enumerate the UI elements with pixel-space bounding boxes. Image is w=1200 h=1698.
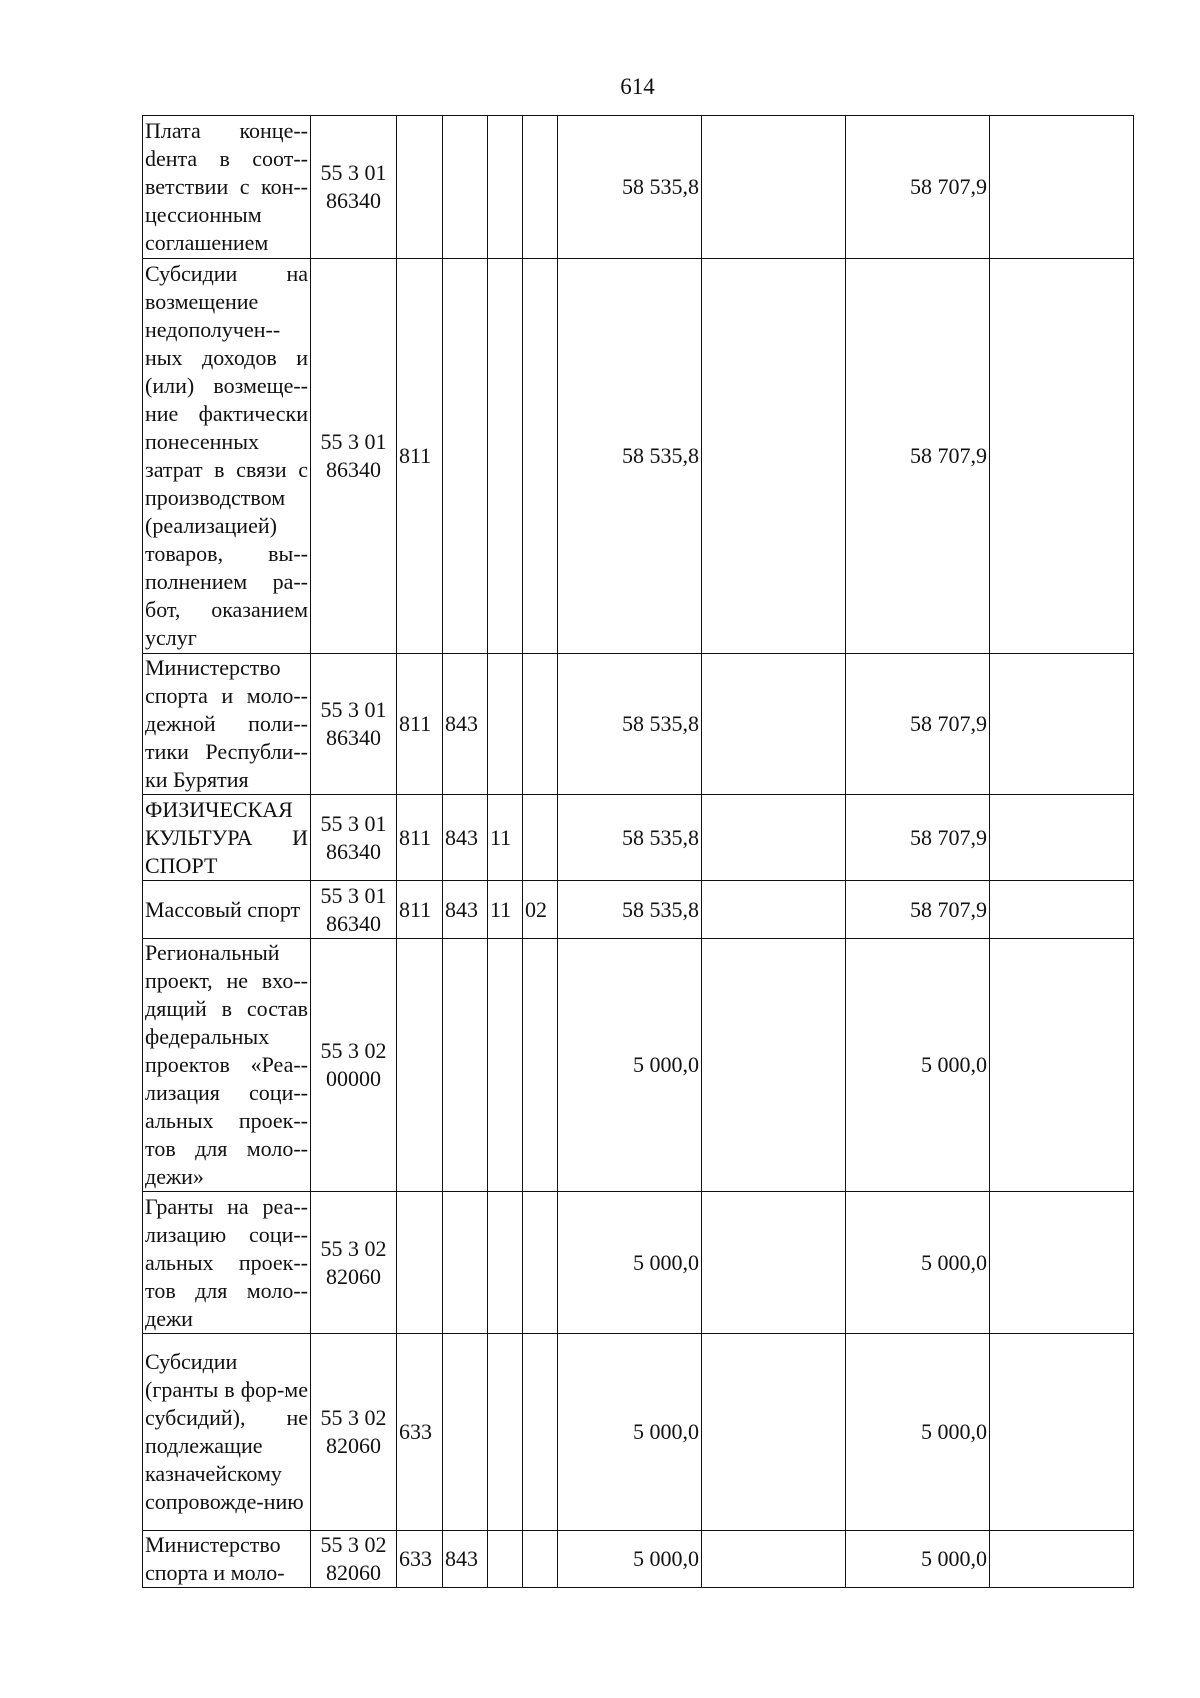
amount-year-1: 5 000,0 bbox=[558, 1334, 702, 1531]
subsection-code bbox=[523, 795, 558, 881]
expense-type-code: 633 bbox=[397, 1334, 443, 1531]
ministry-code: 843 bbox=[443, 795, 488, 881]
row-name: Гранты на реа-лизацию соци-альных проек-тов для моло-дежи bbox=[143, 1192, 311, 1334]
target-article-code: 55 3 02 82060 bbox=[311, 1531, 397, 1588]
amount-year-1: 58 535,8 bbox=[558, 116, 702, 259]
expense-type-code: 811 bbox=[397, 795, 443, 881]
target-article-code: 55 3 02 82060 bbox=[311, 1192, 397, 1334]
amount-year-2: 58 707,9 bbox=[846, 795, 990, 881]
target-article-code: 55 3 01 86340 bbox=[311, 654, 397, 795]
amount-year-1: 58 535,8 bbox=[558, 795, 702, 881]
section-code bbox=[488, 1334, 523, 1531]
target-article-code: 55 3 02 00000 bbox=[311, 939, 397, 1192]
ministry-code bbox=[443, 1192, 488, 1334]
amount-year-2: 58 707,9 bbox=[846, 259, 990, 654]
amount-year-1-federal bbox=[702, 939, 846, 1192]
amount-year-2: 58 707,9 bbox=[846, 654, 990, 795]
ministry-code bbox=[443, 116, 488, 259]
amount-year-2-federal bbox=[990, 654, 1134, 795]
expense-type-code bbox=[397, 116, 443, 259]
amount-year-2: 5 000,0 bbox=[846, 1531, 990, 1588]
section-code bbox=[488, 1531, 523, 1588]
ministry-code bbox=[443, 1334, 488, 1531]
ministry-code: 843 bbox=[443, 1531, 488, 1588]
amount-year-1-federal bbox=[702, 654, 846, 795]
amount-year-1: 58 535,8 bbox=[558, 259, 702, 654]
page-number: 614 bbox=[620, 74, 655, 99]
section-code bbox=[488, 654, 523, 795]
row-name: Плата конце-dента в соот-ветствии с кон-цессионным соглашением bbox=[143, 116, 311, 259]
row-name: Министерство спорта и моло-дежной поли-тики Республи-ки Бурятия bbox=[143, 654, 311, 795]
amount-year-1-federal bbox=[702, 1531, 846, 1588]
section-code: 11 bbox=[488, 881, 523, 939]
table-row bbox=[143, 881, 1134, 939]
amount-year-2-federal bbox=[990, 1334, 1134, 1531]
section-code bbox=[488, 259, 523, 654]
subsection-code bbox=[523, 1192, 558, 1334]
amount-year-2-federal bbox=[990, 939, 1134, 1192]
section-code bbox=[488, 116, 523, 259]
amount-year-1-federal bbox=[702, 795, 846, 881]
table-row bbox=[143, 259, 1134, 654]
target-article-code: 55 3 01 86340 bbox=[311, 259, 397, 654]
expense-type-code: 633 bbox=[397, 1531, 443, 1588]
amount-year-2-federal bbox=[990, 259, 1134, 654]
table-row bbox=[143, 795, 1134, 881]
amount-year-1-federal bbox=[702, 1192, 846, 1334]
row-name: ФИЗИЧЕСКАЯ КУЛЬТУРА И СПОРТ bbox=[143, 795, 311, 881]
amount-year-2: 5 000,0 bbox=[846, 939, 990, 1192]
table-row bbox=[143, 1334, 1134, 1531]
amount-year-1: 58 535,8 bbox=[558, 654, 702, 795]
target-article-code: 55 3 01 86340 bbox=[311, 795, 397, 881]
amount-year-1-federal bbox=[702, 1334, 846, 1531]
amount-year-2-federal bbox=[990, 881, 1134, 939]
target-article-code: 55 3 02 82060 bbox=[311, 1334, 397, 1531]
expense-type-code: 811 bbox=[397, 654, 443, 795]
table-row bbox=[143, 654, 1134, 795]
amount-year-2-federal bbox=[990, 116, 1134, 259]
target-article-code: 55 3 01 86340 bbox=[311, 881, 397, 939]
target-article-code: 55 3 01 86340 bbox=[311, 116, 397, 259]
amount-year-1: 58 535,8 bbox=[558, 881, 702, 939]
budget-table bbox=[142, 115, 1134, 1588]
ministry-code: 843 bbox=[443, 654, 488, 795]
row-name: Субсидии (гранты в фор-ме субсидий), не подлежащие казначейскому сопровожде-нию bbox=[143, 1334, 311, 1531]
expense-type-code: 811 bbox=[397, 259, 443, 654]
subsection-code bbox=[523, 1531, 558, 1588]
amount-year-2: 58 707,9 bbox=[846, 116, 990, 259]
subsection-code bbox=[523, 259, 558, 654]
table-row bbox=[143, 939, 1134, 1192]
row-name: Массовый спорт bbox=[143, 881, 311, 939]
row-name: Региональный проект, не вхо-дящий в состав федеральных проектов «Реа-лизация соци-альных проек-тов для моло-дежи» bbox=[143, 939, 311, 1192]
subsection-code bbox=[523, 1334, 558, 1531]
amount-year-1: 5 000,0 bbox=[558, 1531, 702, 1588]
table-row bbox=[143, 116, 1134, 259]
amount-year-2-federal bbox=[990, 1531, 1134, 1588]
ministry-code bbox=[443, 939, 488, 1192]
subsection-code: 02 bbox=[523, 881, 558, 939]
ministry-code bbox=[443, 259, 488, 654]
expense-type-code bbox=[397, 939, 443, 1192]
table-row bbox=[143, 1192, 1134, 1334]
amount-year-1: 5 000,0 bbox=[558, 939, 702, 1192]
amount-year-2: 5 000,0 bbox=[846, 1334, 990, 1531]
amount-year-1: 5 000,0 bbox=[558, 1192, 702, 1334]
amount-year-1-federal bbox=[702, 116, 846, 259]
amount-year-2: 58 707,9 bbox=[846, 881, 990, 939]
amount-year-1-federal bbox=[702, 881, 846, 939]
amount-year-2-federal bbox=[990, 1192, 1134, 1334]
expense-type-code: 811 bbox=[397, 881, 443, 939]
row-name: Субсидии на возмещение недополучен-ных доходов и (или) возмеще-ние фактически понесенных затрат в связи с производством (реализацией) товаров, вы-полнением ра-бот, оказанием услуг bbox=[143, 259, 311, 654]
table-row bbox=[143, 1531, 1134, 1588]
amount-year-2: 5 000,0 bbox=[846, 1192, 990, 1334]
amount-year-2-federal bbox=[990, 795, 1134, 881]
section-code bbox=[488, 939, 523, 1192]
ministry-code: 843 bbox=[443, 881, 488, 939]
amount-year-1-federal bbox=[702, 259, 846, 654]
expense-type-code bbox=[397, 1192, 443, 1334]
section-code bbox=[488, 1192, 523, 1334]
subsection-code bbox=[523, 939, 558, 1192]
section-code: 11 bbox=[488, 795, 523, 881]
row-name: Министерство спорта и моло- bbox=[143, 1531, 311, 1588]
subsection-code bbox=[523, 116, 558, 259]
subsection-code bbox=[523, 654, 558, 795]
